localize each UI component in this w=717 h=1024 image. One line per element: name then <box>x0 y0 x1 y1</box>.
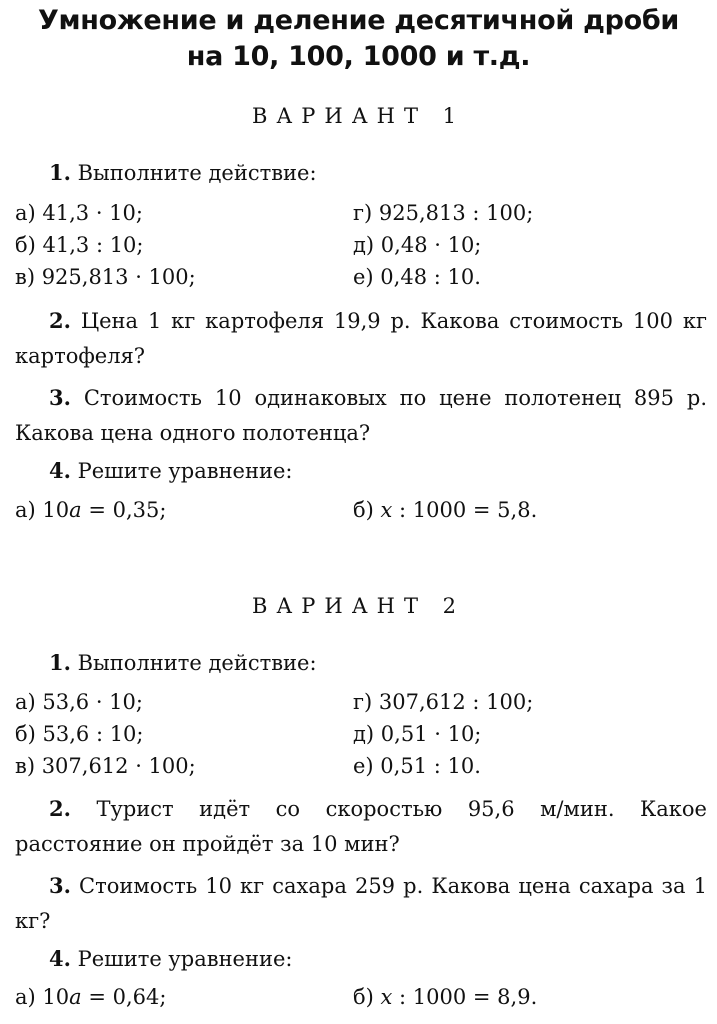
equation-rest: : 1000 = 5,8. <box>392 498 538 522</box>
task-number: 2. <box>49 796 71 821</box>
variant-1-task-3 <box>15 380 707 451</box>
exercise-item: е) 0,51 : 10. <box>353 754 481 778</box>
equation-prefix: б) <box>353 985 381 1009</box>
variant-2-heading: ВАРИАНТ 2 <box>251 594 466 618</box>
page-title-line-2: на 10, 100, 1000 и т.д. <box>186 41 531 72</box>
exercise-item: е) 0,48 : 10. <box>353 265 481 289</box>
equation-variable: x <box>380 985 393 1009</box>
variant-1-task-1 <box>49 158 317 188</box>
task-number: 1. <box>49 160 71 185</box>
equation-a <box>15 982 166 1012</box>
variant-1-heading: ВАРИАНТ 1 <box>251 104 466 128</box>
task-text: Стоимость 10 одинаковых по цене полотенец 895 р. Какова цена одного полотенца? <box>15 386 707 445</box>
equation-variable: a <box>69 498 82 522</box>
task-text: Турист идёт со скоростью 95,6 м/мин. Какое расстояние он пройдёт за 10 мин? <box>15 797 707 856</box>
variant-2-task-2 <box>15 791 707 862</box>
equation-rest: = 0,35; <box>81 498 167 522</box>
equation-prefix: а) 10 <box>15 498 70 522</box>
variant-2-task-3 <box>15 868 707 939</box>
exercise-item: д) 0,48 · 10; <box>353 233 482 257</box>
variant-1-task-4 <box>49 456 293 486</box>
equation-rest: = 0,64; <box>81 985 167 1009</box>
equation-rest: : 1000 = 8,9. <box>392 985 538 1009</box>
task-number: 3. <box>49 385 71 410</box>
task-number: 4. <box>49 458 71 483</box>
variant-1-task-2 <box>15 303 707 374</box>
task-text: Стоимость 10 кг сахара 259 р. Какова цена сахара за 1 кг? <box>15 874 707 933</box>
exercise-item: г) 925,813 : 100; <box>353 201 534 225</box>
equation-b <box>353 495 537 525</box>
task-number: 4. <box>49 946 71 971</box>
exercise-item: в) 307,612 · 100; <box>15 754 196 778</box>
task-text: Решите уравнение: <box>77 459 293 483</box>
equation-variable: a <box>69 985 82 1009</box>
exercise-item: д) 0,51 · 10; <box>353 722 482 746</box>
exercise-item: а) 41,3 · 10; <box>15 201 143 225</box>
exercise-item: а) 53,6 · 10; <box>15 690 143 714</box>
equation-variable: x <box>380 498 393 522</box>
variant-2-task-4 <box>49 944 293 974</box>
exercise-item: г) 307,612 : 100; <box>353 690 534 714</box>
task-number: 2. <box>49 308 71 333</box>
variant-2-task-1 <box>49 648 317 678</box>
page-title-line-1: Умножение и деление десятичной дроби <box>37 5 680 36</box>
equation-a <box>15 495 166 525</box>
task-text: Выполните действие: <box>77 161 317 185</box>
equation-prefix: а) 10 <box>15 985 70 1009</box>
equation-prefix: б) <box>353 498 381 522</box>
exercise-item: б) 53,6 : 10; <box>15 722 144 746</box>
task-text: Выполните действие: <box>77 651 317 675</box>
task-text: Решите уравнение: <box>77 947 293 971</box>
equation-b <box>353 982 537 1012</box>
task-text: Цена 1 кг картофеля 19,9 р. Какова стоимость 100 кг картофеля? <box>15 309 707 368</box>
task-number: 1. <box>49 650 71 675</box>
task-number: 3. <box>49 873 71 898</box>
exercise-item: в) 925,813 · 100; <box>15 265 196 289</box>
exercise-item: б) 41,3 : 10; <box>15 233 144 257</box>
